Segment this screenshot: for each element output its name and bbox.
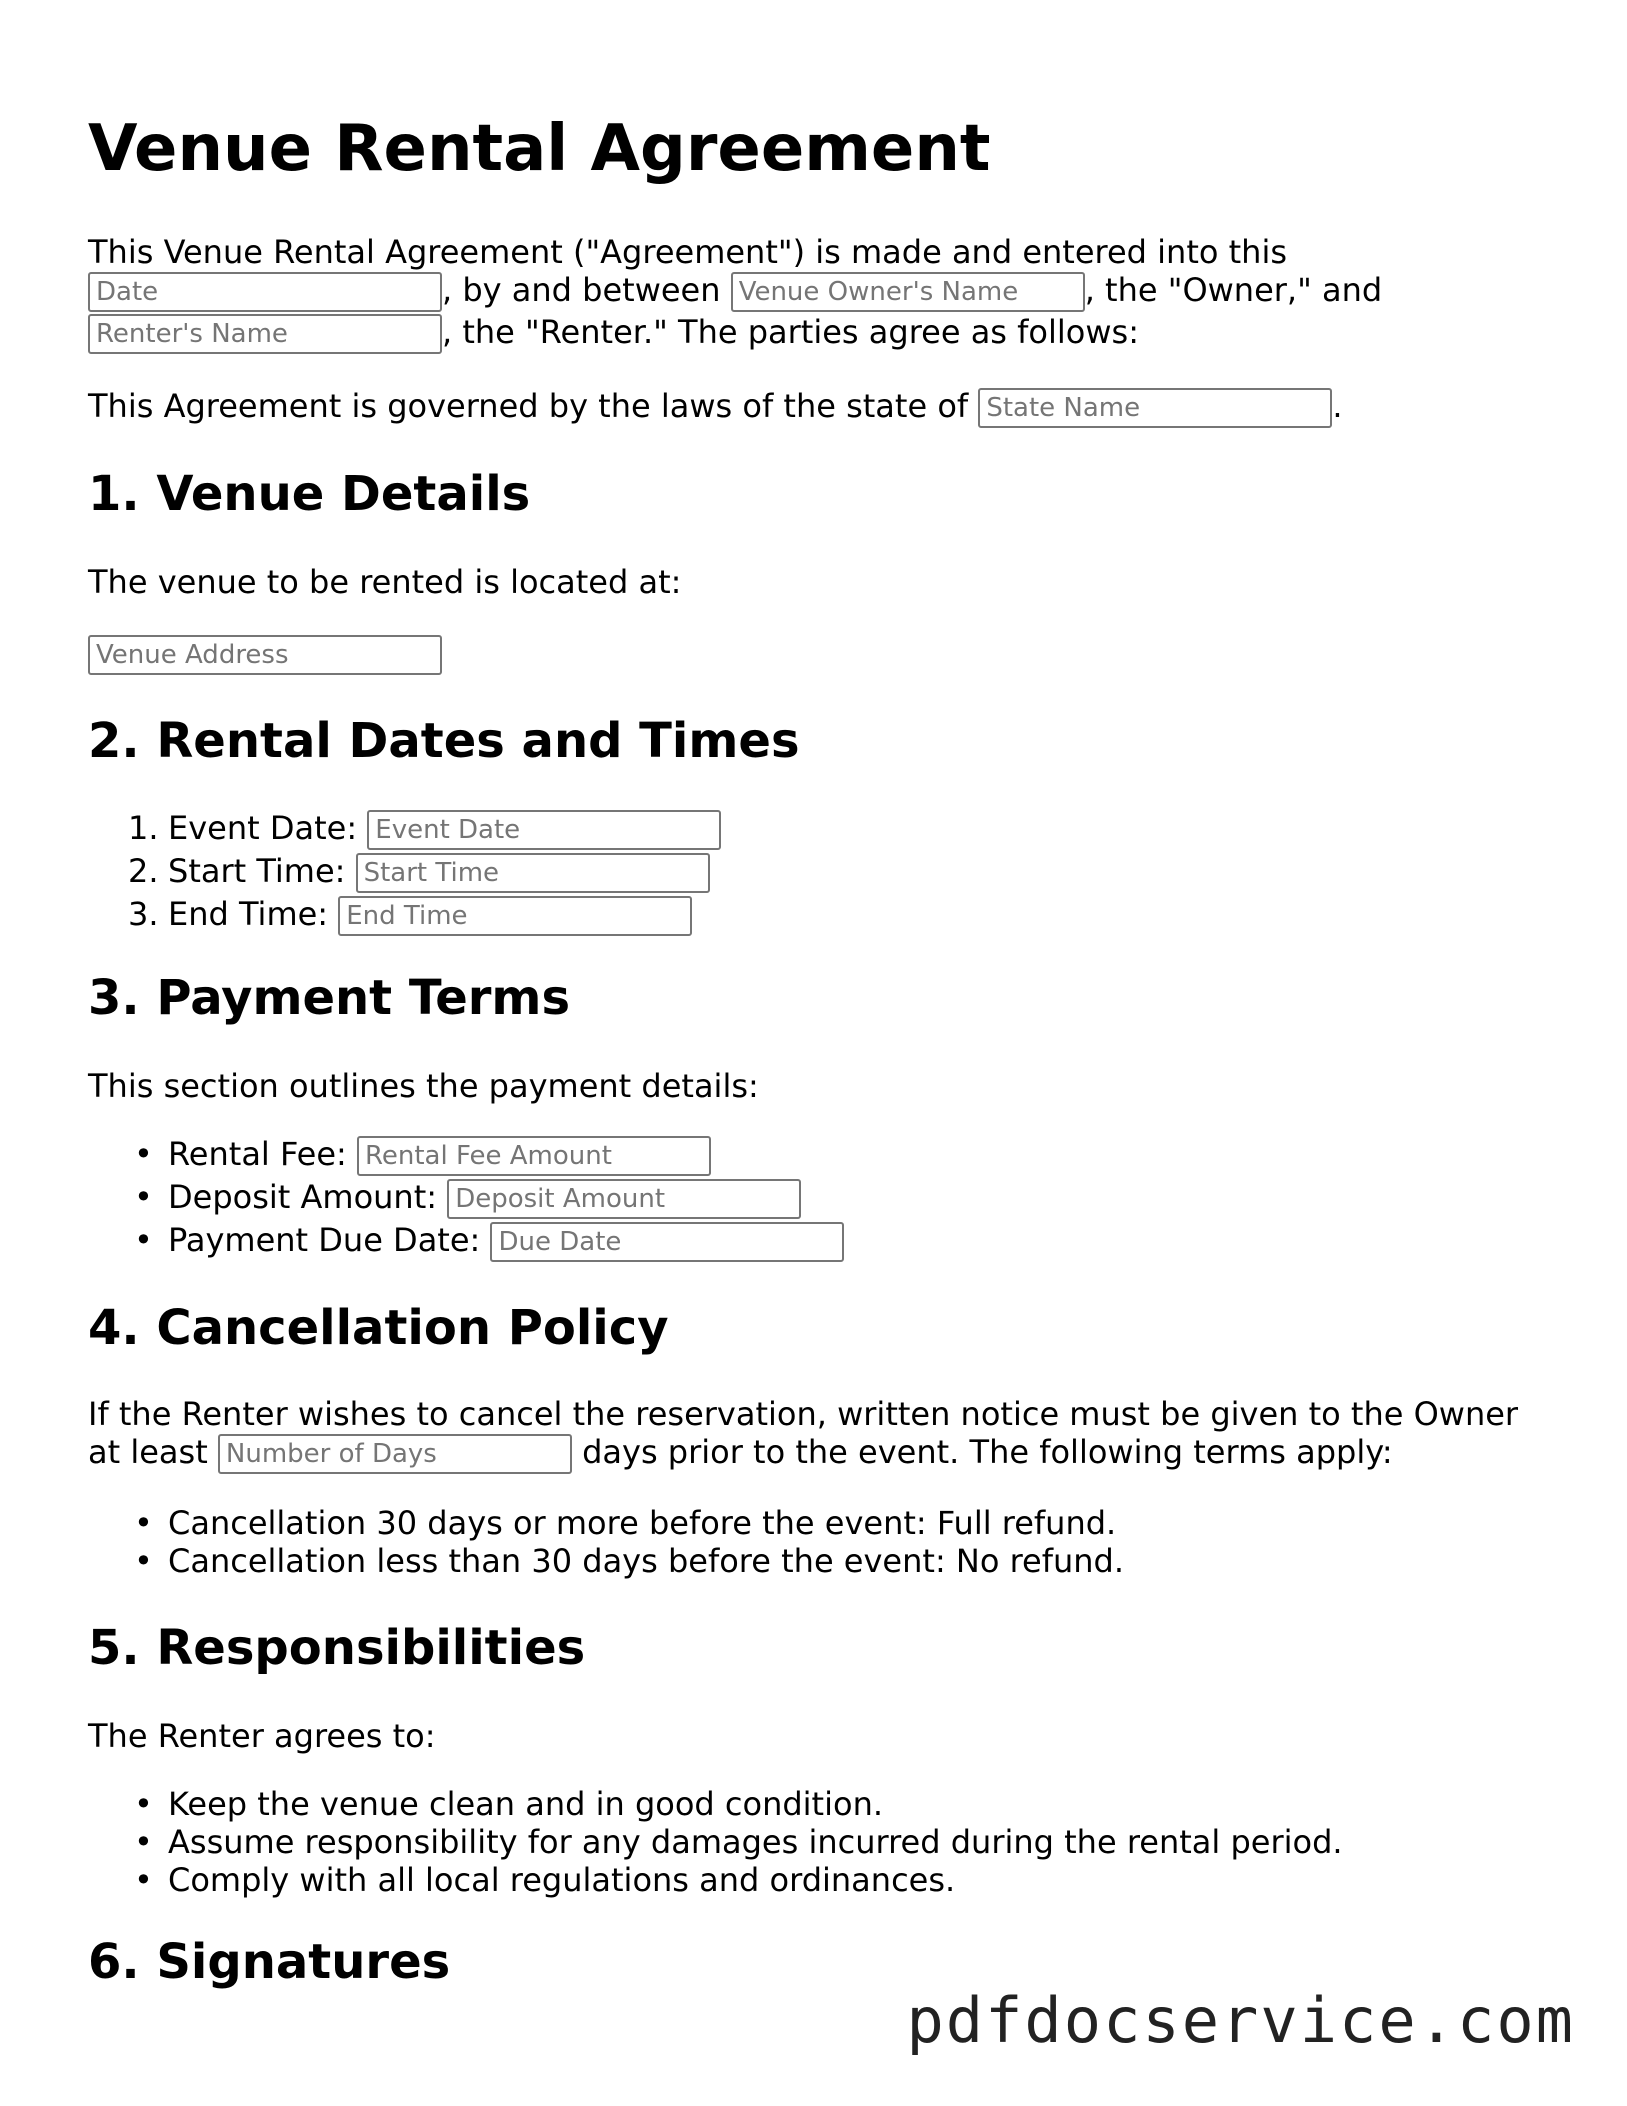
end-time-label: End Time: — [168, 895, 329, 933]
list-number: 1. — [128, 809, 159, 847]
list-item — [88, 1219, 844, 1262]
intro-text-3: , the "Owner," and — [1084, 271, 1383, 309]
list-item — [88, 1542, 1124, 1580]
state-name-field[interactable] — [978, 388, 1332, 428]
intro-text-2: , by and between — [442, 271, 721, 309]
list-item-text: Keep the venue clean and in good condition. — [168, 1785, 884, 1823]
cancellation-line-2 — [88, 1432, 1393, 1474]
governing-law-line — [88, 386, 1343, 428]
section-5-heading: 5. Responsibilities — [88, 1620, 586, 1676]
rental-fee-field[interactable] — [357, 1136, 711, 1176]
rental-dates-list — [88, 807, 721, 936]
payment-list — [88, 1133, 844, 1262]
event-date-field[interactable] — [367, 810, 721, 850]
due-date-field[interactable] — [490, 1222, 844, 1262]
bullet-icon: • — [134, 1542, 153, 1580]
list-item-text: Cancellation less than 30 days before the event: No refund. — [168, 1542, 1125, 1580]
governing-period: . — [1332, 387, 1343, 425]
owner-name-field[interactable] — [731, 272, 1085, 312]
start-time-label: Start Time: — [168, 852, 346, 890]
bullet-icon: • — [134, 1823, 153, 1861]
bullet-icon: • — [134, 1221, 153, 1259]
cancellation-terms-list — [88, 1504, 1124, 1580]
number-of-days-field[interactable] — [218, 1434, 572, 1474]
list-number: 2. — [128, 852, 159, 890]
page-title: Venue Rental Agreement — [88, 112, 991, 186]
intro-line-1 — [88, 232, 1287, 272]
list-item-text: Assume responsibility for any damages incurred during the rental period. — [168, 1823, 1343, 1861]
section-1-heading: 1. Venue Details — [88, 466, 531, 522]
date-field[interactable] — [88, 272, 442, 312]
section-4-heading: 4. Cancellation Policy — [88, 1300, 669, 1356]
list-item — [88, 1861, 1343, 1899]
cancellation-text-2: at least — [88, 1433, 208, 1471]
section-3-heading: 3. Payment Terms — [88, 970, 571, 1026]
list-item — [88, 1133, 844, 1176]
venue-address-field[interactable] — [88, 635, 442, 675]
list-item — [88, 1176, 844, 1219]
payment-intro-text: This section outlines the payment details: — [88, 1067, 759, 1105]
renter-name-field[interactable] — [88, 314, 442, 354]
list-item — [88, 850, 721, 893]
start-time-field[interactable] — [356, 853, 710, 893]
rental-fee-label: Rental Fee: — [168, 1135, 347, 1173]
responsibilities-intro: The Renter agrees to: — [88, 1717, 436, 1755]
deposit-amount-field[interactable] — [447, 1179, 801, 1219]
intro-text-1: This Venue Rental Agreement ("Agreement") is made and entered into this — [88, 233, 1287, 271]
cancellation-line-1: If the Renter wishes to cancel the reservation, written notice must be given to the Owner — [88, 1395, 1519, 1433]
cancellation-text-3: days prior to the event. The following terms apply: — [582, 1433, 1393, 1471]
list-number: 3. — [128, 895, 159, 933]
bullet-icon: • — [134, 1785, 153, 1823]
list-item — [88, 807, 721, 850]
list-item-text: Cancellation 30 days or more before the event: Full refund. — [168, 1504, 1117, 1542]
governing-text: This Agreement is governed by the laws of the state of — [88, 387, 969, 425]
bullet-icon: • — [134, 1135, 153, 1173]
venue-address-line — [88, 633, 442, 675]
event-date-label: Event Date: — [168, 809, 358, 847]
list-item-text: Comply with all local regulations and ordinances. — [168, 1861, 956, 1899]
list-item — [88, 1823, 1343, 1861]
deposit-amount-label: Deposit Amount: — [168, 1178, 438, 1216]
list-item — [88, 1785, 1343, 1823]
bullet-icon: • — [134, 1504, 153, 1542]
end-time-field[interactable] — [338, 896, 692, 936]
section-6-heading: 6. Signatures — [88, 1934, 451, 1990]
venue-location-text: The venue to be rented is located at: — [88, 563, 682, 601]
watermark-text: pdfdocservice.com — [906, 1984, 1575, 2057]
list-item — [88, 893, 721, 936]
intro-line-3 — [88, 312, 1139, 354]
intro-text-4: , the "Renter." The parties agree as follows: — [442, 313, 1139, 351]
section-2-heading: 2. Rental Dates and Times — [88, 713, 800, 769]
responsibilities-list — [88, 1785, 1343, 1899]
intro-line-2 — [88, 270, 1382, 312]
bullet-icon: • — [134, 1861, 153, 1899]
bullet-icon: • — [134, 1178, 153, 1216]
list-item — [88, 1504, 1124, 1542]
payment-due-date-label: Payment Due Date: — [168, 1221, 481, 1259]
